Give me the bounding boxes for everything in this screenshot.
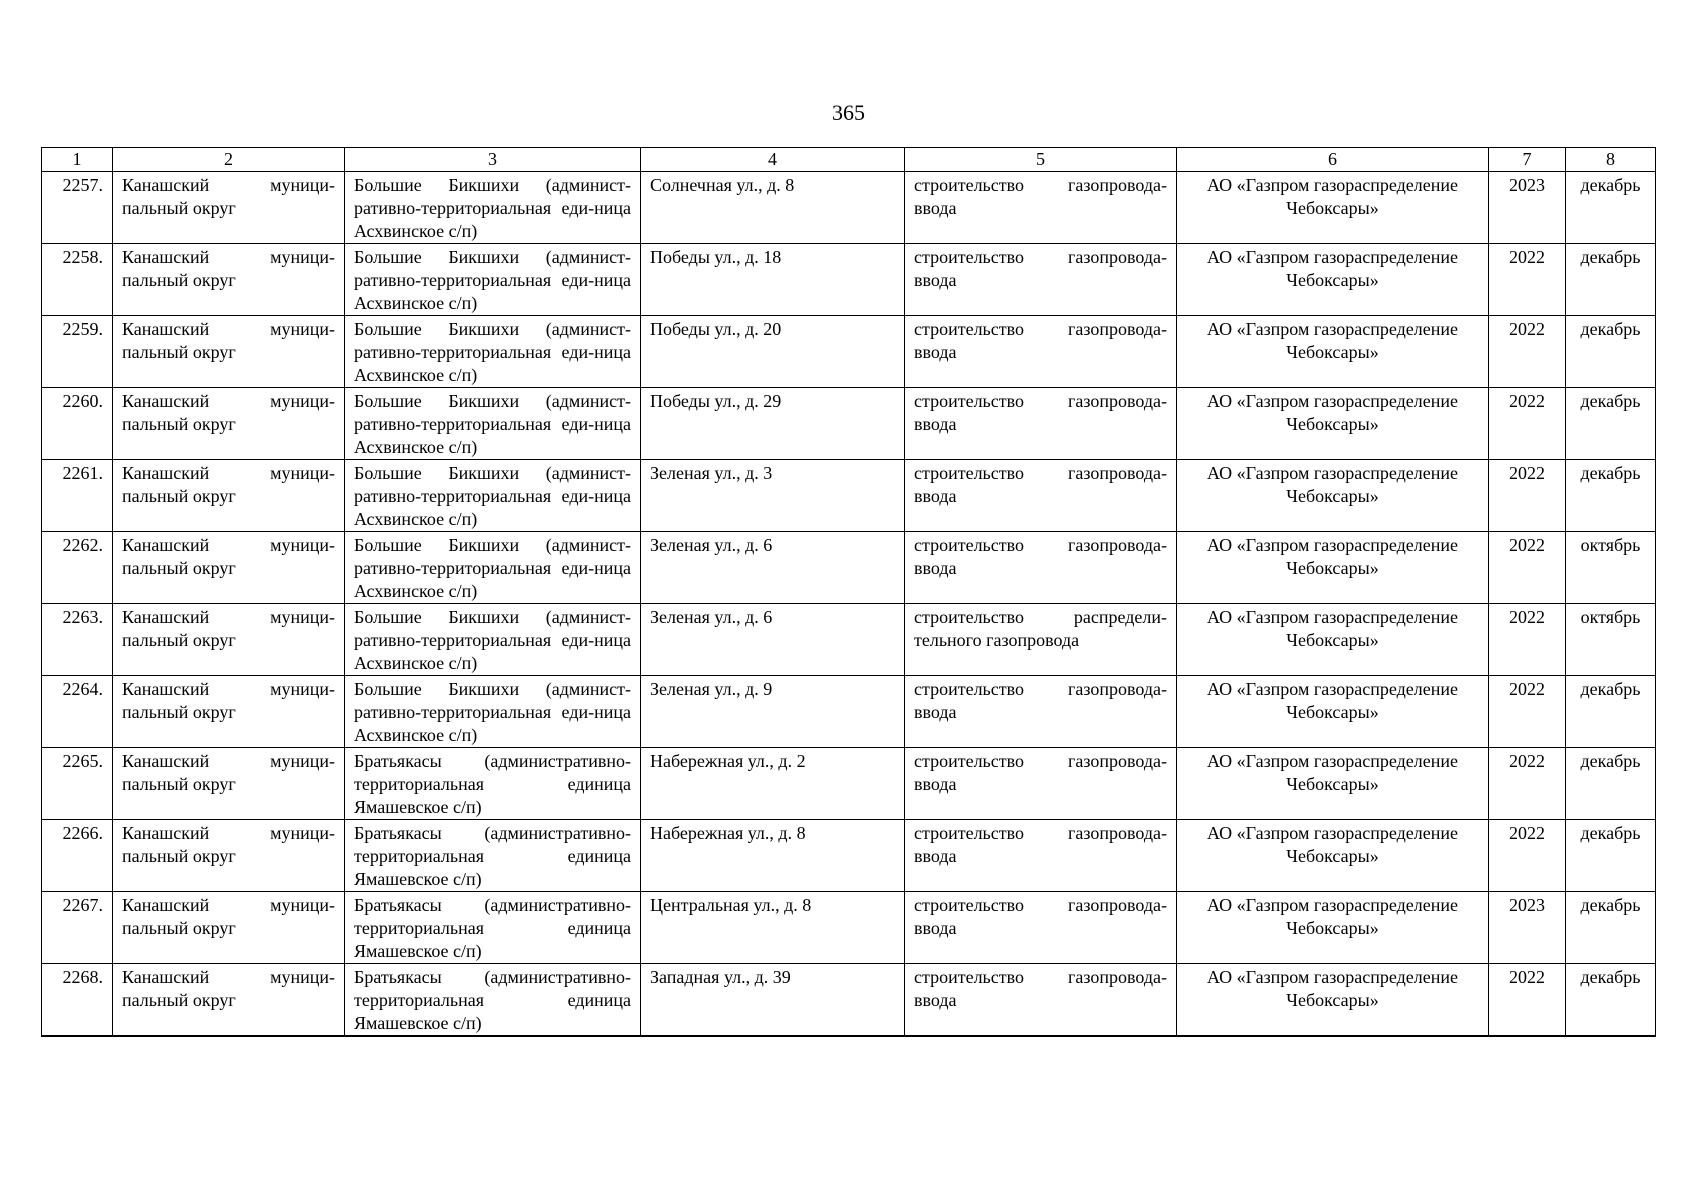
- month-cell: декабрь: [1566, 244, 1656, 316]
- address-cell: Набережная ул., д. 8: [641, 820, 905, 892]
- work-type-cell: строительство газопровода-ввода: [905, 172, 1177, 244]
- settlement-cell: Большие Бикшихи (админист-ративно-территориальная еди-ница Асхвинское с/п): [345, 604, 641, 676]
- work-type-cell: строительство распредели-тельного газопровода: [905, 604, 1177, 676]
- organization-cell: АО «Газпром газораспределение Чебоксары»: [1177, 892, 1489, 964]
- year-cell: 2022: [1489, 388, 1566, 460]
- data-table: [41, 147, 1656, 1037]
- month-cell: октябрь: [1566, 532, 1656, 604]
- table-row: [42, 388, 1656, 460]
- work-type-cell: строительство газопровода-ввода: [905, 964, 1177, 1037]
- address-cell: Солнечная ул., д. 8: [641, 172, 905, 244]
- row-number: 2259.: [42, 316, 113, 388]
- table-row: [42, 964, 1656, 1037]
- address-cell: Победы ул., д. 29: [641, 388, 905, 460]
- header-row: [42, 148, 1656, 172]
- settlement-cell: Большие Бикшихи (админист-ративно-территориальная еди-ница Асхвинское с/п): [345, 388, 641, 460]
- work-type-cell: строительство газопровода-ввода: [905, 748, 1177, 820]
- month-cell: декабрь: [1566, 820, 1656, 892]
- address-cell: Зеленая ул., д. 6: [641, 604, 905, 676]
- table-row: [42, 316, 1656, 388]
- work-type-cell: строительство газопровода-ввода: [905, 532, 1177, 604]
- month-cell: декабрь: [1566, 316, 1656, 388]
- year-cell: 2023: [1489, 172, 1566, 244]
- column-header-5: 5: [905, 148, 1177, 172]
- table-row: [42, 532, 1656, 604]
- year-cell: 2022: [1489, 748, 1566, 820]
- month-cell: декабрь: [1566, 460, 1656, 532]
- column-header-1: 1: [42, 148, 113, 172]
- organization-cell: АО «Газпром газораспределение Чебоксары»: [1177, 748, 1489, 820]
- work-type-cell: строительство газопровода-ввода: [905, 460, 1177, 532]
- settlement-cell: Большие Бикшихи (админист-ративно-территориальная еди-ница Асхвинское с/п): [345, 316, 641, 388]
- work-type-cell: строительство газопровода-ввода: [905, 244, 1177, 316]
- address-cell: Западная ул., д. 39: [641, 964, 905, 1037]
- column-header-8: 8: [1566, 148, 1656, 172]
- table-row: [42, 820, 1656, 892]
- row-number: 2260.: [42, 388, 113, 460]
- month-cell: декабрь: [1566, 964, 1656, 1037]
- row-number: 2264.: [42, 676, 113, 748]
- address-cell: Зеленая ул., д. 6: [641, 532, 905, 604]
- organization-cell: АО «Газпром газораспределение Чебоксары»: [1177, 244, 1489, 316]
- organization-cell: АО «Газпром газораспределение Чебоксары»: [1177, 676, 1489, 748]
- district-cell: Канашский муници-пальный округ: [113, 820, 345, 892]
- district-cell: Канашский муници-пальный округ: [113, 532, 345, 604]
- organization-cell: АО «Газпром газораспределение Чебоксары»: [1177, 460, 1489, 532]
- work-type-cell: строительство газопровода-ввода: [905, 676, 1177, 748]
- column-header-7: 7: [1489, 148, 1566, 172]
- address-cell: Зеленая ул., д. 3: [641, 460, 905, 532]
- district-cell: Канашский муници-пальный округ: [113, 676, 345, 748]
- page-number: 365: [832, 100, 865, 125]
- organization-cell: АО «Газпром газораспределение Чебоксары»: [1177, 388, 1489, 460]
- table-header: [42, 148, 1656, 172]
- organization-cell: АО «Газпром газораспределение Чебоксары»: [1177, 820, 1489, 892]
- table-body: [42, 172, 1656, 1037]
- settlement-cell: Большие Бикшихи (админист-ративно-территориальная еди-ница Асхвинское с/п): [345, 460, 641, 532]
- work-type-cell: строительство газопровода-ввода: [905, 388, 1177, 460]
- month-cell: декабрь: [1566, 172, 1656, 244]
- row-number: 2267.: [42, 892, 113, 964]
- district-cell: Канашский муници-пальный округ: [113, 388, 345, 460]
- month-cell: декабрь: [1566, 892, 1656, 964]
- organization-cell: АО «Газпром газораспределение Чебоксары»: [1177, 964, 1489, 1037]
- row-number: 2263.: [42, 604, 113, 676]
- table-row: [42, 892, 1656, 964]
- settlement-cell: Братьякасы (административно-территориальная единица Ямашевское с/п): [345, 964, 641, 1037]
- organization-cell: АО «Газпром газораспределение Чебоксары»: [1177, 604, 1489, 676]
- district-cell: Канашский муници-пальный округ: [113, 244, 345, 316]
- address-cell: Победы ул., д. 18: [641, 244, 905, 316]
- settlement-cell: Большие Бикшихи (админист-ративно-территориальная еди-ница Асхвинское с/п): [345, 244, 641, 316]
- organization-cell: АО «Газпром газораспределение Чебоксары»: [1177, 532, 1489, 604]
- district-cell: Канашский муници-пальный округ: [113, 892, 345, 964]
- month-cell: декабрь: [1566, 748, 1656, 820]
- work-type-cell: строительство газопровода-ввода: [905, 892, 1177, 964]
- year-cell: 2022: [1489, 244, 1566, 316]
- organization-cell: АО «Газпром газораспределение Чебоксары»: [1177, 172, 1489, 244]
- year-cell: 2022: [1489, 964, 1566, 1037]
- work-type-cell: строительство газопровода-ввода: [905, 316, 1177, 388]
- year-cell: 2022: [1489, 676, 1566, 748]
- month-cell: декабрь: [1566, 388, 1656, 460]
- district-cell: Канашский муници-пальный округ: [113, 316, 345, 388]
- address-cell: Набережная ул., д. 2: [641, 748, 905, 820]
- settlement-cell: Братьякасы (административно-территориальная единица Ямашевское с/п): [345, 892, 641, 964]
- month-cell: декабрь: [1566, 676, 1656, 748]
- row-number: 2258.: [42, 244, 113, 316]
- column-header-6: 6: [1177, 148, 1489, 172]
- table-row: [42, 244, 1656, 316]
- settlement-cell: Большие Бикшихи (админист-ративно-территориальная еди-ница Асхвинское с/п): [345, 172, 641, 244]
- column-header-4: 4: [641, 148, 905, 172]
- year-cell: 2022: [1489, 604, 1566, 676]
- settlement-cell: Большие Бикшихи (админист-ративно-территориальная еди-ница Асхвинское с/п): [345, 532, 641, 604]
- district-cell: Канашский муници-пальный округ: [113, 460, 345, 532]
- district-cell: Канашский муници-пальный округ: [113, 172, 345, 244]
- row-number: 2268.: [42, 964, 113, 1037]
- year-cell: 2023: [1489, 892, 1566, 964]
- table-row: [42, 460, 1656, 532]
- address-cell: Зеленая ул., д. 9: [641, 676, 905, 748]
- address-cell: Победы ул., д. 20: [641, 316, 905, 388]
- year-cell: 2022: [1489, 820, 1566, 892]
- district-cell: Канашский муници-пальный округ: [113, 604, 345, 676]
- row-number: 2262.: [42, 532, 113, 604]
- table-row: [42, 748, 1656, 820]
- district-cell: Канашский муници-пальный округ: [113, 748, 345, 820]
- settlement-cell: Братьякасы (административно-территориальная единица Ямашевское с/п): [345, 748, 641, 820]
- address-cell: Центральная ул., д. 8: [641, 892, 905, 964]
- table-row: [42, 676, 1656, 748]
- row-number: 2261.: [42, 460, 113, 532]
- work-type-cell: строительство газопровода-ввода: [905, 820, 1177, 892]
- district-cell: Канашский муници-пальный округ: [113, 964, 345, 1037]
- year-cell: 2022: [1489, 460, 1566, 532]
- year-cell: 2022: [1489, 316, 1566, 388]
- row-number: 2265.: [42, 748, 113, 820]
- row-number: 2257.: [42, 172, 113, 244]
- row-number: 2266.: [42, 820, 113, 892]
- settlement-cell: Большие Бикшихи (админист-ративно-территориальная еди-ница Асхвинское с/п): [345, 676, 641, 748]
- settlement-cell: Братьякасы (административно-территориальная единица Ямашевское с/п): [345, 820, 641, 892]
- table-row: [42, 172, 1656, 244]
- organization-cell: АО «Газпром газораспределение Чебоксары»: [1177, 316, 1489, 388]
- month-cell: октябрь: [1566, 604, 1656, 676]
- column-header-2: 2: [113, 148, 345, 172]
- year-cell: 2022: [1489, 532, 1566, 604]
- table-row: [42, 604, 1656, 676]
- column-header-3: 3: [345, 148, 641, 172]
